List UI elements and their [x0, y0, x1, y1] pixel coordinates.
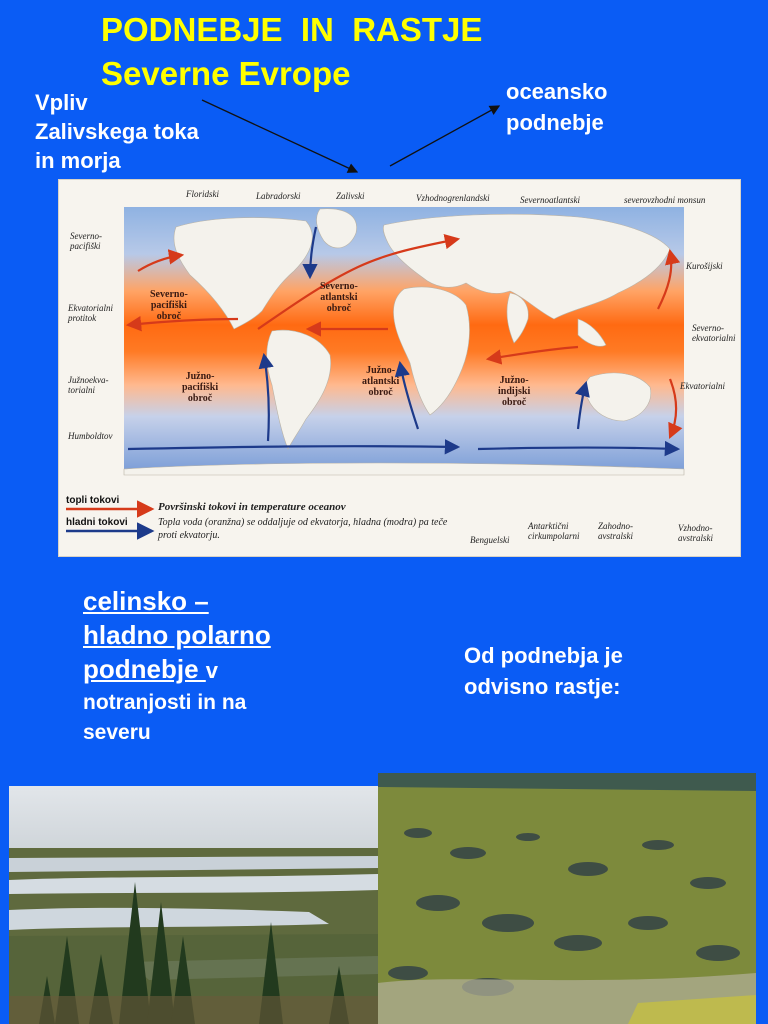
gyre-juzno-atlantski: Južno- atlantski obroč — [362, 365, 400, 398]
label-vzhodnogrenlandski: Vzhodnogrenlandski — [416, 193, 490, 203]
label-severnoatlantski: Severnoatlantski — [520, 195, 580, 205]
gyre-severno-atlantski: Severno- atlantski obroč — [320, 281, 358, 314]
continental-line-3: podnebje — [83, 654, 206, 684]
gyre-severno-pacifiski: Severno- pacifiški obroč — [150, 289, 188, 322]
label-labradorski: Labradorski — [256, 191, 301, 201]
arrow-to-oceanic — [390, 106, 499, 166]
continental-line-2: hladno polarno — [83, 620, 271, 650]
label-severnopacifiski: Severno- pacifiški — [70, 231, 102, 251]
continental-line-5: severu — [83, 721, 151, 744]
page-title — [101, 8, 482, 96]
vegetation-line-1: Od podnebja je — [464, 643, 623, 668]
oceanic-line-1: oceansko — [506, 79, 608, 104]
title-line-1: PODNEBJE IN RASTJE — [101, 11, 483, 48]
arrow-to-map — [202, 100, 357, 172]
legend-warm: topli tokovi — [66, 495, 120, 506]
continental-climate-note — [83, 584, 271, 748]
legend-title: Površinski tokovi in temperature oceanov — [158, 501, 346, 513]
gyre-juzno-pacifiski: Južno- pacifiški obroč — [182, 371, 219, 404]
label-ekvatorialni-protitok: Ekvatorialni protitok — [68, 303, 113, 323]
label-kurosijski: Kurošijski — [686, 261, 723, 271]
gulf-stream-line-2: Zalivskega toka — [35, 119, 199, 144]
label-floridski: Floridski — [186, 189, 219, 199]
label-vzhodnoavstralski: Vzhodno- avstralski — [678, 523, 713, 543]
legend-body: Topla voda (oranžna) se oddaljuje od ekvatorja, hladna (modra) pa teče proti ekvatorju. — [158, 517, 448, 541]
gyre-juzno-indijski: Južno- indijski obroč — [498, 375, 531, 408]
label-zahodnoavstralski: Zahodno- avstralski — [598, 521, 634, 541]
tundra-bog-photo — [378, 773, 756, 1024]
continental-tail: v — [205, 658, 219, 683]
label-antarkticni: Antarktični cirkumpolarni — [528, 521, 580, 541]
label-severnoekvatorialni: Severno- ekvatorialni — [692, 323, 736, 343]
continental-line-4: notranjosti in na — [83, 691, 247, 714]
gulf-stream-line-3: in morja — [35, 148, 121, 173]
ocean-currents-map — [58, 179, 741, 557]
vegetation-note — [464, 640, 623, 702]
label-zalivski: Zalivski — [336, 191, 365, 201]
oceanic-climate-note — [506, 76, 608, 138]
oceanic-line-2: podnebje — [506, 110, 604, 135]
legend-cold: hladni tokovi — [66, 517, 128, 528]
taiga-lakes-photo — [9, 786, 378, 1024]
label-humboldtov: Humboldtov — [68, 431, 113, 441]
label-juznoekvatorialni: Južnoekva- torialni — [68, 375, 109, 395]
continental-line-1: celinsko – — [83, 586, 209, 616]
vegetation-line-2: odvisno rastje: — [464, 674, 621, 699]
label-severovzhodni-monsun: severovzhodni monsun — [624, 195, 706, 205]
gulf-stream-line-1: Vpliv — [35, 90, 88, 115]
label-benguelski: Benguelski — [470, 535, 510, 545]
gulf-stream-note — [35, 88, 199, 175]
label-ekvatorialni-r: Ekvatorialni — [680, 381, 725, 391]
title-line-2: Severne Evrope — [101, 55, 351, 92]
